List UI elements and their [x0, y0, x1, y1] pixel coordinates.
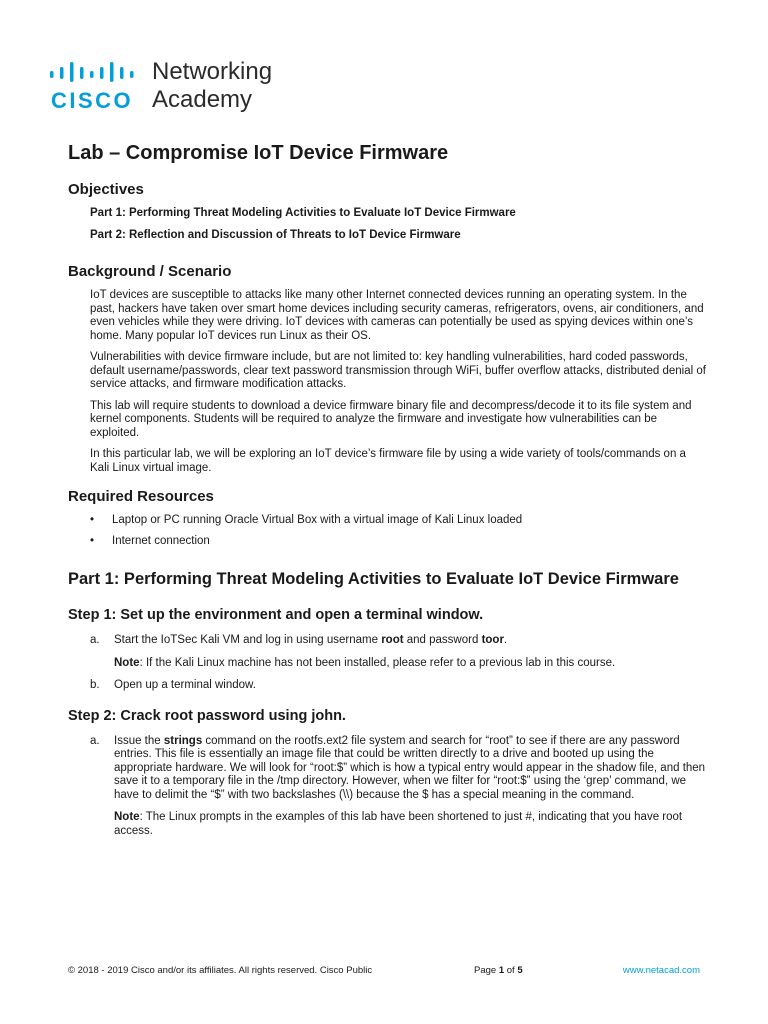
cisco-networking-academy-logo — [50, 58, 310, 118]
bullet-icon: • — [90, 514, 95, 526]
step1-heading: Step 1: Set up the environment and open a terminal window. — [68, 607, 484, 623]
bullet-icon: • — [90, 535, 95, 547]
background-paragraph: IoT devices are susceptible to attacks like many other Internet connected devices running an operating system. In the past, hackers have taken over smart home devices including security cameras, refrigerators, ovens, air conditioners, and even vehicles while they were driving. IoT devices with cameras can potentially be used as spying devices within one’s home. Many popular IoT devices run Linux as their OS. — [90, 289, 704, 342]
background-heading: Background / Scenario — [68, 263, 232, 280]
step1-item-b — [90, 679, 708, 693]
page-current: 1 — [498, 965, 505, 976]
cisco-wordmark: CISCO — [51, 88, 134, 113]
page-total: 5 — [517, 965, 523, 976]
step1-note — [114, 657, 708, 671]
part1-title: Part 1: Performing Threat Modeling Activities to Evaluate IoT Device Firmware — [68, 570, 679, 588]
step2-item-a — [90, 735, 708, 803]
step-text: Start the IoTSec Kali VM and log in using username — [114, 634, 382, 646]
step-text: Issue the — [114, 734, 164, 747]
resource-item — [90, 535, 708, 547]
note-label: Note — [114, 656, 140, 669]
objective-item: Part 1: Performing Threat Modeling Activities to Evaluate IoT Device Firmware — [90, 207, 516, 219]
website-link[interactable]: www.netacad.com — [622, 965, 700, 976]
note-label: Note — [114, 811, 140, 823]
step2-note — [114, 811, 708, 838]
lab-title: Lab – Compromise IoT Device Firmware — [68, 142, 449, 164]
background-paragraph: This lab will require students to download a device firmware binary file and decompress/decode it to its file system and kernel components. Students will be required to analyze the firmware and investigate how vulnerabilities can be exploited. — [90, 399, 692, 439]
copyright-text: © 2018 - 2019 Cisco and/or its affiliates. All rights reserved. Cisco Public — [68, 965, 373, 976]
step1-item-a — [90, 634, 708, 648]
background-paragraph: Vulnerabilities with device firmware include, but are not limited to: key handling vulnerabilities, hard coded passwords, default username/passwords, clear text password transmission through WiFi, buffer overflow attacks, distributed denial of service attacks, and firmware modification attacks. — [90, 351, 706, 390]
password-value: toor — [481, 634, 504, 646]
background-paragraph: In this particular lab, we will be exploring an IoT device’s firmware file by using a wide variety of tools/commands on a Kali Linux virtual image. — [90, 448, 686, 474]
logo-academy-text: Academy — [152, 86, 253, 113]
step-text: command on the rootfs.ext2 file system and search for “root” to see if there are any password entries. This file is essentially an image file that could be written directly to a drive and booted up using the appropriate hardware. We will look for “root:$” which is how a typical entry would appear in the shadow file, and then save it to a temporary file in the /tmp directory. However, when we filter for “root:$” using the ‘grep’ command, we have to delimit the “$” with two backslashes (\\) because the $ has a special meaning in the command. — [114, 734, 706, 801]
username-value: root — [381, 634, 404, 646]
list-marker: a. — [90, 634, 100, 646]
objectives-heading: Objectives — [68, 181, 144, 198]
step-text: . — [503, 634, 508, 646]
resource-item-text: Internet connection — [112, 535, 210, 547]
resource-item-text: Laptop or PC running Oracle Virtual Box with a virtual image of Kali Linux loaded — [112, 514, 523, 526]
objective-item: Part 2: Reflection and Discussion of Threats to IoT Device Firmware — [90, 229, 461, 241]
page-number — [474, 965, 523, 976]
resources-heading: Required Resources — [68, 488, 214, 505]
step2-heading: Step 2: Crack root password using john. — [68, 707, 346, 724]
note-text: : The Linux prompts in the examples of this lab have been shortened to just #, indicating that you have root access. — [114, 811, 683, 837]
document-body — [68, 142, 708, 847]
list-marker: b. — [90, 679, 100, 691]
strings-command: strings — [163, 734, 203, 747]
page-prefix: Page — [474, 965, 499, 976]
step-text: Open up a terminal window. — [114, 679, 256, 691]
cisco-bars-icon — [50, 62, 142, 84]
logo-networking-text: Networking — [152, 58, 273, 85]
list-marker: a. — [90, 734, 100, 747]
page-mid: of — [504, 965, 518, 976]
resource-item — [90, 514, 708, 526]
note-text: : If the Kali Linux machine has not been installed, please refer to a previous lab in this course. — [139, 656, 616, 669]
step-text: and password — [403, 634, 482, 646]
